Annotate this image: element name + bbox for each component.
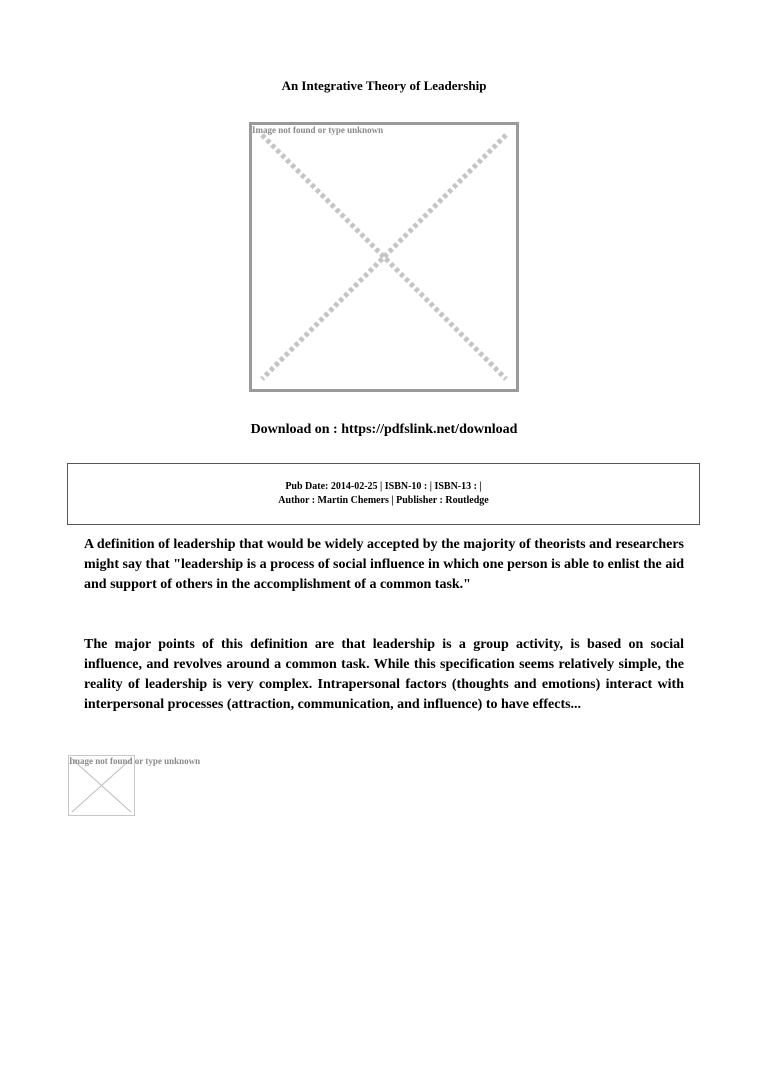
metadata-line-pub-date-isbn: Pub Date: 2014-02-25 | ISBN-10 : | ISBN-13 : |	[285, 481, 482, 492]
footer-image-alt-text: Image not found or type unknown	[69, 756, 201, 766]
metadata-box	[67, 463, 700, 525]
footer-image-placeholder	[68, 755, 201, 816]
document-title: An Integrative Theory of Leadership	[281, 78, 487, 93]
cover-image-alt-text: Image not found or type unknown	[252, 125, 384, 135]
paragraph-major-points: The major points of this definition are that leadership is a group activity, is based on social influence, and revolves around a common task. While this specification seems relatively simple, the reality of leadership is very complex. Intrapersonal factors (thoughts and emotions) interact with interpersonal processes (attraction, communication, and influence) to have effects...	[84, 637, 684, 712]
broken-image-icon	[252, 125, 516, 389]
paragraph-definition: A definition of leadership that would be widely accepted by the majority of theorists and researchers might say that "leadership is a process of social influence in which one person is able to enlist the aid and support of others in the accomplishment of a common task."	[84, 537, 684, 592]
download-link-text: Download on : https://pdfslink.net/download	[250, 422, 518, 437]
metadata-line-author-publisher: Author : Martin Chemers | Publisher : Routledge	[278, 495, 489, 506]
cover-image-placeholder	[249, 122, 519, 392]
